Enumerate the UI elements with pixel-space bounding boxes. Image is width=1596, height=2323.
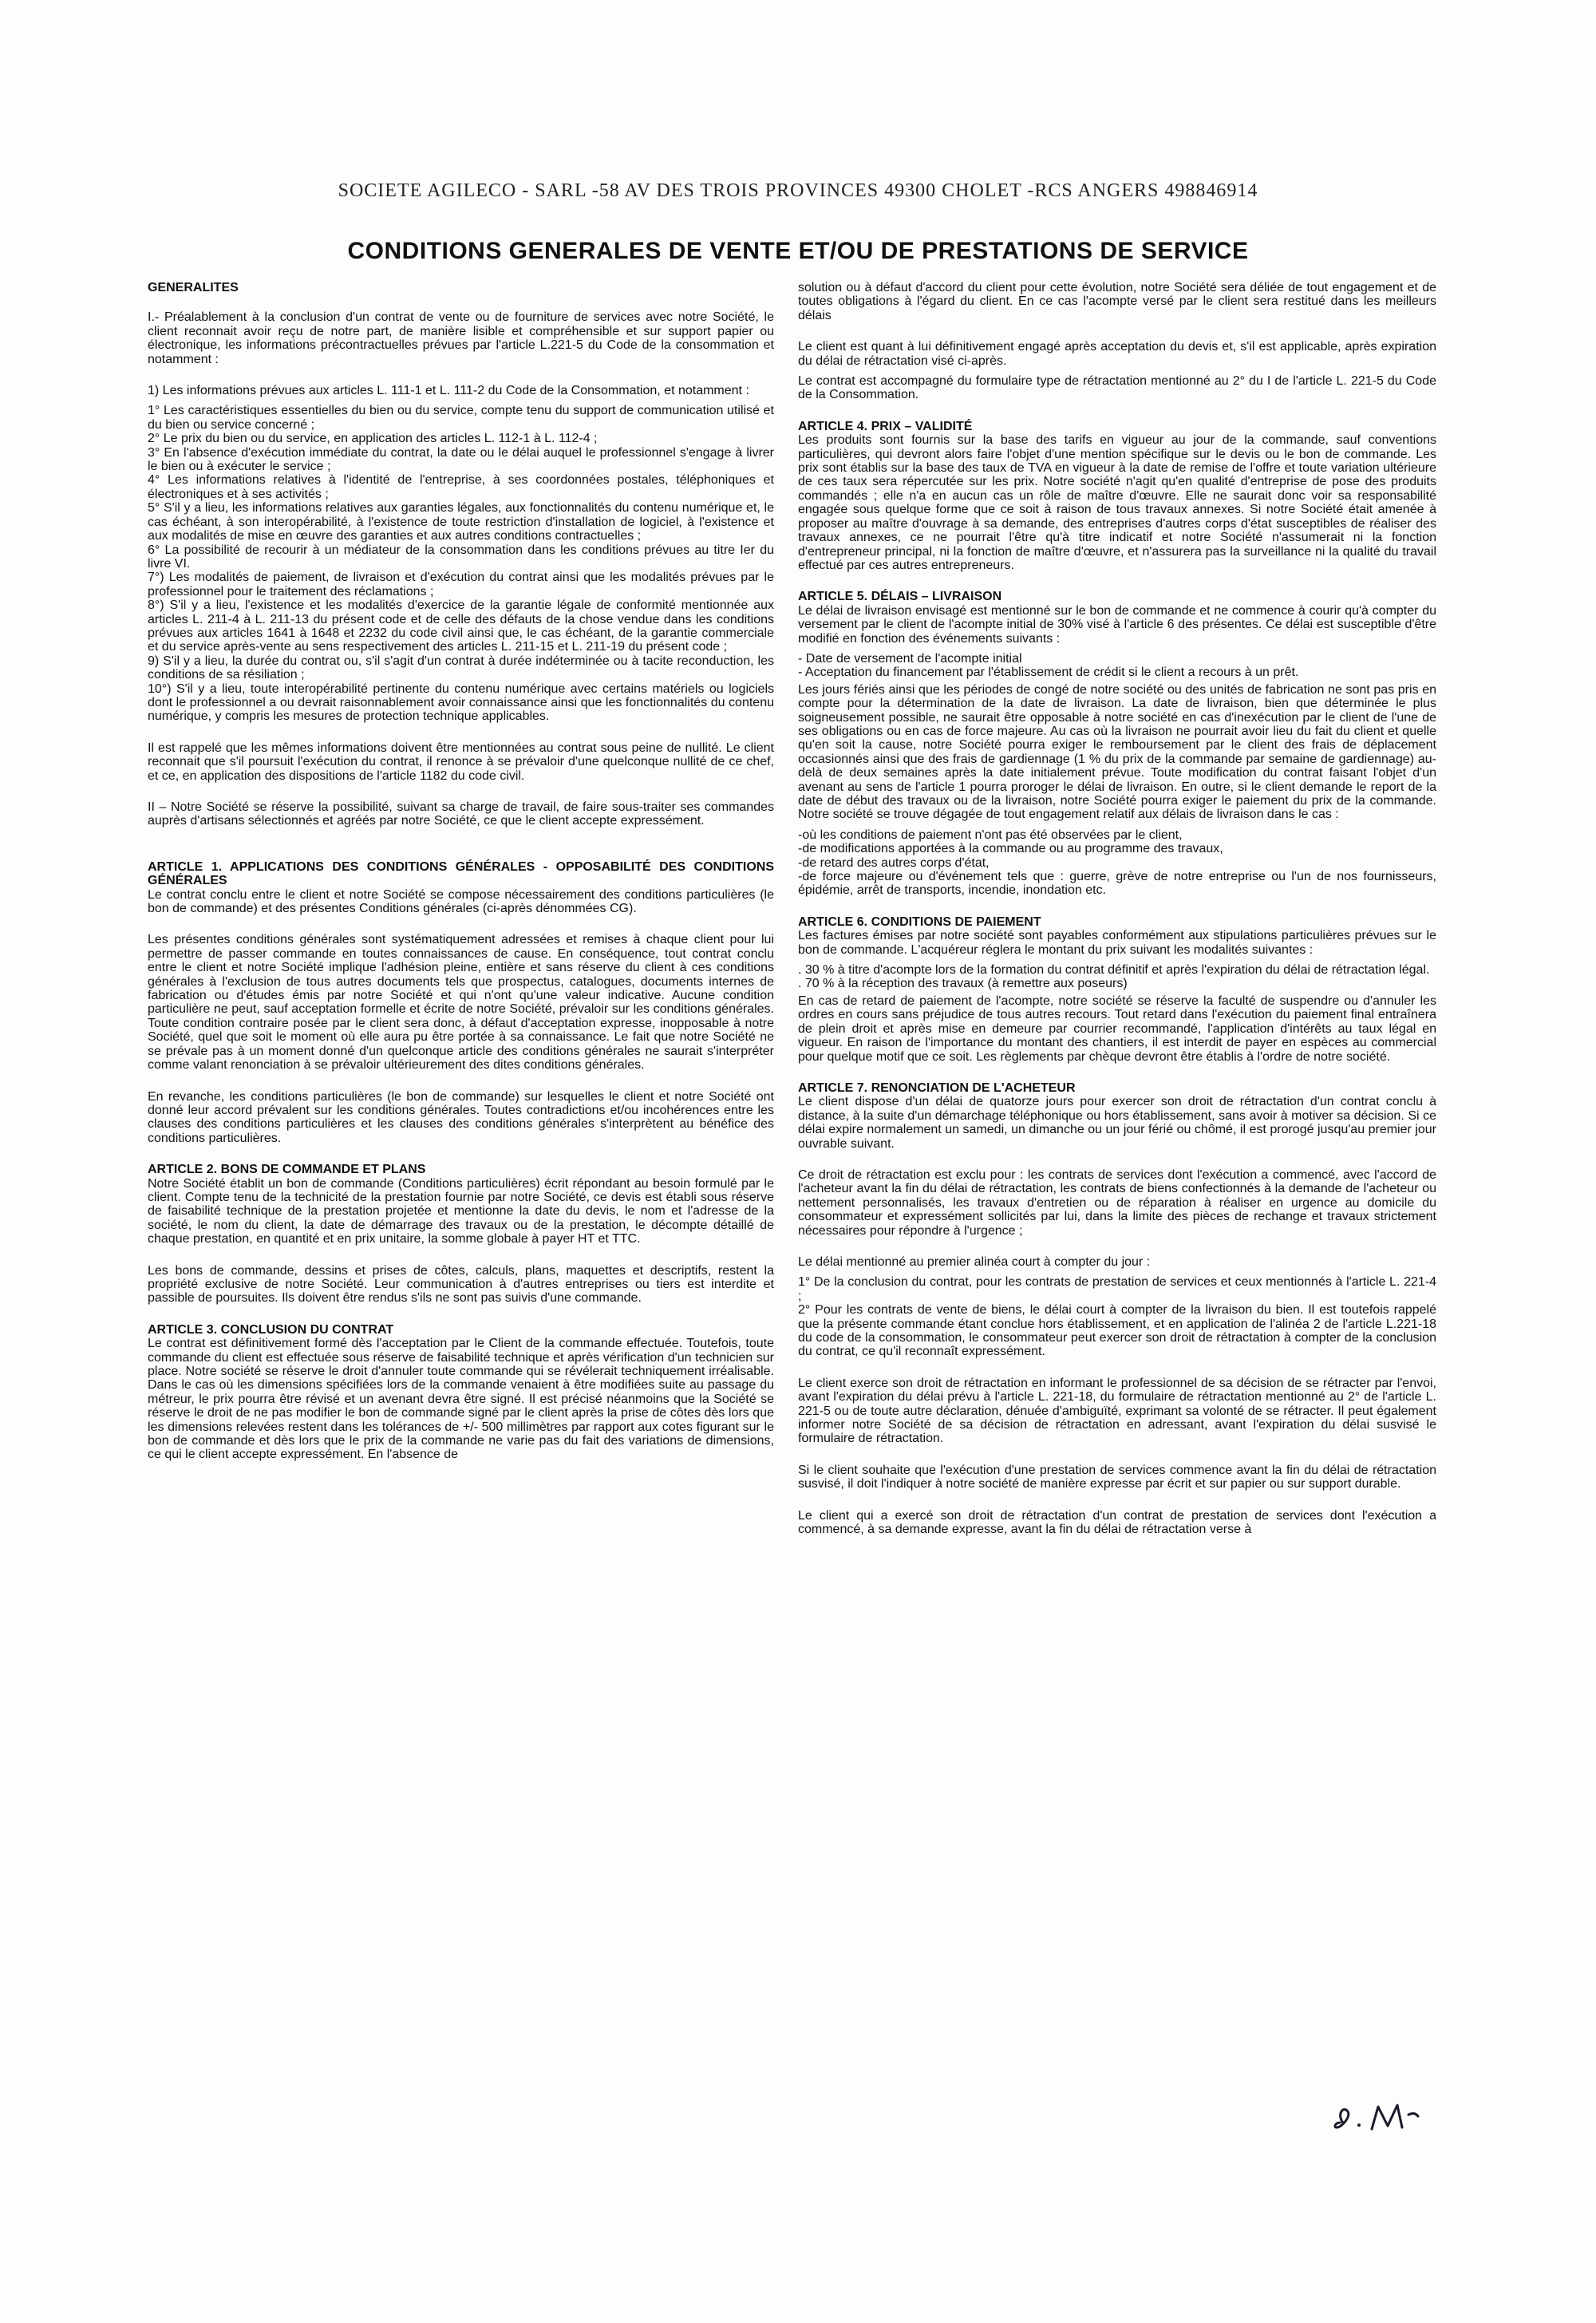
- list-item: . 30 % à titre d'acompte lors de la formation du contrat définitif et après l'expiration du délai de rétractation légal.: [798, 963, 1430, 978]
- document-title: CONDITIONS GENERALES DE VENTE ET/OU DE PRESTATIONS DE SERVICE: [347, 238, 1249, 264]
- list-item: 6° La possibilité de recourir à un médiateur de la consommation dans les conditions prévues au titre Ier du livre VI.: [148, 543, 774, 571]
- paragraph: Si le client souhaite que l'exécution d'une prestation de services commence avant la fin du délai de rétractation susvisé, il doit l'indiquer à notre société de manière expresse par écrit et sur papier ou sur support durable.: [798, 1463, 1436, 1491]
- list-item: 5° S'il y a lieu, les informations relatives aux garanties légales, aux fonctionnalités du contenu numérique et, le cas échéant, à son interopérabilité, à l'existence de toute restriction d'installation de logiciel, à l'existence et aux modalités de mise en œuvre des garanties et aux autres conditions contractuelles ;: [148, 501, 774, 543]
- paragraph: Les bons de commande, dessins et prises de côtes, calculs, plans, maquettes et descriptifs, restent la propriété exclusive de notre Société. Leur communication à d'autres entreprises ou tiers est interdite et passible de poursuites. Ils doivent être rendus s'ils ne sont pas suivis d'une commande.: [148, 1263, 774, 1306]
- list-item: 9) S'il y a lieu, la durée du contrat ou, s'il s'agit d'un contrat à durée indéterminée ou à tacite reconduction, les conditions de sa résiliation ;: [148, 654, 774, 682]
- paragraph: En cas de retard de paiement de l'acompte, notre société se réserve la faculté de suspendre ou d'annuler les ordres en cours sans préjudice de tous autres recours. Tout retard dans l'exécution du paiement final entraînera de plein droit et après mise en demeure par courrier recommandé, l'application d'intérêts au taux légal en vigueur. En raison de l'importance du montant des chantiers, il est interdit de payer en espèces au commercial pour quelque motif que ce soit. Les règlements par chèque devront être établis à l'ordre de notre société.: [798, 994, 1436, 1064]
- article-6-heading: ARTICLE 6. CONDITIONS DE PAIEMENT: [798, 915, 1041, 929]
- paragraph: Le contrat est accompagné du formulaire type de rétractation mentionné au 2° du I de l'article L. 221-5 du Code de la Consommation.: [798, 374, 1436, 402]
- section-heading-generalites: GENERALITES: [148, 281, 239, 294]
- payment-list: [798, 963, 1436, 991]
- paragraph: I.- Préalablement à la conclusion d'un contrat de vente ou de fourniture de services avec notre Société, le client reconnait avoir reçu de notre part, de manière lisible et compréhensible et sur support papier ou électronique, les informations précontractuelles prévues par l'article L.221-5 du Code de la consommation et notamment :: [148, 310, 774, 366]
- paragraph: Le contrat conclu entre le client et notre Société se compose nécessairement des conditions particulières (le bon de commande) et des présentes Conditions générales (ci-après dénommées CG).: [148, 887, 774, 916]
- list-item: 1° Les caractéristiques essentielles du bien ou du service, compte tenu du support de communication utilisé et du bien ou service concerné ;: [148, 404, 774, 432]
- right-column: [798, 281, 1436, 2072]
- list-item: 2° Pour les contrats de vente de biens, le délai court à compter de la livraison du bien. Il est toutefois rappelé que la présente commande étant conclue hors établissement, et en application de l'alinéa 2 de l'article L.221-18 du code de la consommation, le consommateur peut exercer son droit de rétractation à compter de la conclusion du contrat, ce qu'il reconnaît expressément.: [798, 1303, 1436, 1359]
- paragraph: Le client dispose d'un délai de quatorze jours pour exercer son droit de rétractation d'un contrat conclu à distance, à la suite d'un démarchage téléphonique ou hors établissement, sans avoir à motiver sa décision. Si ce délai expire normalement un samedi, un dimanche ou un jour férié ou chômé, il est prorogé jusqu'au premier jour ouvrable suivant.: [798, 1095, 1436, 1151]
- paragraph: Les factures émises par notre société sont payables conformément aux stipulations particulières prévues sur le bon de commande. L'acquéreur réglera le montant du prix suivant les modalités suivantes :: [798, 929, 1436, 957]
- company-header: SOCIETE AGILECO - SARL -58 AV DES TROIS PROVINCES 49300 CHOLET -RCS ANGERS 498846914: [338, 180, 1258, 201]
- paragraph: Il est rappelé que les mêmes informations doivent être mentionnées au contrat sous peine de nullité. Le client reconnait que s'il poursuit l'exécution du contrat, il renonce à se prévaloir d'une quelconque nullité de ce chef, et ce, en application des dispositions de l'article 1182 du code civil.: [148, 741, 774, 783]
- handwritten-initials: [1329, 2091, 1440, 2139]
- case-list: [798, 828, 1436, 898]
- paragraph: Le client est quant à lui définitivement engagé après acceptation du devis et, s'il est applicable, après expiration du délai de rétractation visé ci-après.: [798, 340, 1436, 368]
- list-item: 3° En l'absence d'exécution immédiate du contrat, la date ou le délai auquel le professionnel s'engage à livrer le bien ou à exécuter le service ;: [148, 445, 774, 474]
- list-item: 10°) S'il y a lieu, toute interopérabilité pertinente du contenu numérique avec certains matériels ou logiciels dont le professionnel a ou devrait raisonnablement avoir connaissance ainsi que les fonctionnalités du contenu numérique, y compris les mesures de protection technique applicables.: [148, 681, 774, 724]
- paragraph: Le délai de livraison envisagé est mentionné sur le bon de commande et ne commence à courir qu'à compter du versement par le client de l'acompte initial de 30% visé à l'article 6 des présentes. Ce délai est susceptible d'être modifié en fonction des événements suivants :: [798, 603, 1436, 646]
- list-item: -de force majeure ou d'événement tels que : guerre, grève de notre entreprise ou l'un de nos fournisseurs, épidémie, arrêt de transports, incendie, inondation etc.: [798, 870, 1436, 898]
- list-item: . 70 % à la réception des travaux (à remettre aux poseurs): [798, 977, 1128, 991]
- list-item: -où les conditions de paiement n'ont pas été observées par le client,: [798, 828, 1183, 842]
- paragraph: Les jours fériés ainsi que les périodes de congé de notre société ou des unités de fabrication ne sont pas pris en compte pour la détermination de la date de livraison. La date de livraison, bien que déterminée le plus soigneusement possible, ne saurait être opposable à notre société en cas d'inexécution par le client de l'une de ses obligations ou en cas de force majeure. Au cas où la livraison ne pourrait avoir lieu du fait du client et quelle qu'en soit la cause, notre Société pourra exiger le remboursement par le client des frais de déplacement occasionnés ainsi que des frais de gardiennage (1 % du prix de la commande par semaine de gardiennage) au-delà de deux semaines après la date initialement prévue. Toute modification du contrat faisant l'objet d'un avenant au sens de l'article 1 pourra proroger le délai de livraison. En outre, si le client demande le report de la date de début des travaux ou de la livraison, notre Société pourra exiger le paiement du prix de la commande. Notre société se trouve dégagée de tout engagement relatif aux délais de livraison dans le cas :: [798, 682, 1436, 822]
- paragraph: Notre Société établit un bon de commande (Conditions particulières) écrit répondant au besoin formulé par le client. Compte tenu de la technicité de la prestation fournie par notre Société, ce devis est établi sous réserve de faisabilité technique de la prestation projetée et mentionne la date du devis, le nom et l'adresse de la société, le nom du client, la date de démarrage des travaux ou de la prestation, le décompte détaillé de chaque prestation, en quantité et en prix unitaire, la somme globale à payer HT et TTC.: [148, 1176, 774, 1246]
- article-1-heading: ARTICLE 1. APPLICATIONS DES CONDITIONS GÉNÉRALES - OPPOSABILITÉ DES CONDITIONS GÉNÉRALES: [148, 859, 774, 888]
- paragraph: Les produits sont fournis sur la base des tarifs en vigueur au jour de la commande, sauf conventions particulières, qui devront alors faire l'objet d'une mention spécifique sur le devis ou le bon de commande. Les prix sont établis sur la base des taux de TVA en vigueur à la date de remise de l'offre et toute variation ultérieure de ces taux sera répercutée sur les prix. Notre société n'agit qu'en qualité d'entreprise de pose des produits commandés ; elle n'a en aucun cas un rôle de maître d'œuvre. Elle ne saurait donc voir sa responsabilité engagée sous quelque forme que ce soit à raison de tous travaux annexes. Si notre Société était amenée à proposer au maître d'ouvrage à sa demande, des entreprises d'autres corps d'état susceptibles de réaliser des travaux annexes, ce ne pourrait l'être qu'à titre indicatif et notre Société n'assumerait ni la fonction d'entrepreneur principal, ni la fonction de maître d'œuvre, et n'assurera pas la surveillance ni la qualité du travail effectué par ces autres entrepreneurs.: [798, 433, 1436, 572]
- paragraph: II – Notre Société se réserve la possibilité, suivant sa charge de travail, de faire sous-traiter ses commandes auprès d'artisans sélectionnés et agréés par notre Société, ce que le client accepte expressément.: [148, 800, 774, 828]
- paragraph: 1) Les informations prévues aux articles L. 111-1 et L. 111-2 du Code de la Consommation, et notamment :: [148, 384, 749, 398]
- article-5-heading: ARTICLE 5. DÉLAIS – LIVRAISON: [798, 590, 1002, 604]
- article-7-heading: ARTICLE 7. RENONCIATION DE L'ACHETEUR: [798, 1081, 1076, 1095]
- list-item: 4° Les informations relatives à l'identité de l'entreprise, à ses coordonnées postales, téléphoniques et électroniques et à ses activités ;: [148, 473, 774, 501]
- list-item: 2° Le prix du bien ou du service, en application des articles L. 112-1 à L. 112-4 ;: [148, 432, 598, 446]
- list-item: -de retard des autres corps d'état,: [798, 855, 990, 870]
- article-2-heading: ARTICLE 2. BONS DE COMMANDE ET PLANS: [148, 1163, 426, 1177]
- info-list: [148, 404, 774, 723]
- list-item: -de modifications apportées à la commande ou au programme des travaux,: [798, 842, 1223, 856]
- paragraph: solution ou à défaut d'accord du client pour cette évolution, notre Société sera déliée de tout engagement et de toutes obligations à l'égard du client. En ce cas l'acompte versé par le client sera restitué dans les meilleurs délais: [798, 281, 1436, 322]
- paragraph: Le client qui a exercé son droit de rétractation d'un contrat de prestation de services dont l'exécution a commencé, à sa demande expresse, avant la fin du délai de rétractation verse à: [798, 1508, 1436, 1537]
- list-item: - Acceptation du financement par l'établissement de crédit si le client a recours à un prêt.: [798, 666, 1299, 680]
- article-3-heading: ARTICLE 3. CONCLUSION DU CONTRAT: [148, 1322, 394, 1337]
- event-list: [798, 652, 1436, 680]
- list-item: 7°) Les modalités de paiement, de livraison et d'exécution du contrat ainsi que les modalités prévues par le professionnel pour le traitement des réclamations ;: [148, 571, 774, 599]
- list-item: - Date de versement de l'acompte initial: [798, 651, 1022, 666]
- list-item: 1° De la conclusion du contrat, pour les contrats de prestation de services et ceux mentionnés à l'article L. 221-4 ;: [798, 1275, 1436, 1303]
- paragraph: Les présentes conditions générales sont systématiquement adressées et remises à chaque client pour lui permettre de passer commande en toutes connaissances de cause. En conséquence, tout contrat conclu entre le client et notre Société implique l'adhésion pleine, entière et sans réserve du client à ces conditions générales à l'exclusion de tous autres documents tels que prospectus, catalogues, documents internes de fabrication ou d'études émis par notre Société et qui n'ont qu'une valeur indicative. Aucune condition particulière ne peut, sauf acceptation formelle et écrite de notre Société, prévaloir sur les conditions générales. Toute condition contraire posée par le client sera donc, à défaut d'acceptation expresse, inopposable à notre Société, quel que soit le moment où elle aura pu être portée à sa connaissance. Le fait que notre Société ne se prévale pas à un moment donné d'un quelconque article des conditions générales ne saurait s'interpréter comme valant renonciation à se prévaloir ultérieurement des dites conditions générales.: [148, 933, 774, 1073]
- paragraph: Le client exerce son droit de rétractation en informant le professionnel de sa décision de se rétracter par l'envoi, avant l'expiration du délai prévu à l'article L. 221-18, du formulaire de rétractation mentionné au 2° de l'article L. 221-5 ou de toute autre déclaration, dénuée d'ambiguïté, exprimant sa volonté de se rétracter. Il peut également informer notre Société de sa décision de rétractation en adressant, avant l'expiration du délai susvisé le formulaire de rétractation.: [798, 1376, 1436, 1446]
- article-4-heading: ARTICLE 4. PRIX – VALIDITÉ: [798, 419, 973, 433]
- paragraph: Ce droit de rétractation est exclu pour : les contrats de services dont l'exécution a commencé, avec l'accord de l'acheteur avant la fin du délai de rétractation, les contrats de biens confectionnés à la demande de l'acheteur ou nettement personnalisés, les travaux d'entretien ou de réparation à réaliser en urgence au domicile du consommateur et expressément sollicités par lui, dans la limite des pièces de rechange et travaux strictement nécessaires pour répondre à l'urgence ;: [798, 1167, 1436, 1238]
- left-column: [148, 281, 774, 2072]
- delay-list: [798, 1275, 1436, 1358]
- paragraph: En revanche, les conditions particulières (le bon de commande) sur lesquelles le client et notre Société ont donné leur accord prévalent sur les conditions générales. Toutes contradictions et/ou incohérences entre les clauses des conditions particulières et les clauses des conditions générales s'interprètent au bénéfice des conditions particulières.: [148, 1089, 774, 1145]
- paragraph: Le contrat est définitivement formé dès l'acceptation par le Client de la commande effectuée. Toutefois, toute commande du client est effectuée sous réserve de faisabilité technique et après vérification d'un technicien sur place. Notre société se réserve le droit d'annuler toute commande qui se révélerait techniquement irréalisable. Dans le cas où les dimensions spécifiées lors de la commande venaient à être modifiées suite au passage du métreur, le prix pourra être révisé et un avenant devra être signé. Il est précisé néanmoins que la Société se réserve le droit de ne pas modifier le bon de commande signé par le client après la prise de côtes dès lors que les dimensions relevées restent dans les tolérances de +/- 500 millimètres par rapport aux cotes figurant sur le bon de commande et dès lors que le prix de la commande ne varie pas du fait des variations de dimensions, ce qui le client accepte expressément. En l'absence de: [148, 1337, 774, 1462]
- list-item: 8°) S'il y a lieu, l'existence et les modalités d'exercice de la garantie légale de conformité mentionnée aux articles L. 211-4 à L. 211-13 du présent code et de celle des défauts de la chose vendue dans les conditions prévues aux articles 1641 à 1648 et 2232 du code civil ainsi que, le cas échéant, de la garantie commerciale et du service après-vente au sens respectivement des articles L. 211-15 et L. 211-19 du présent code ;: [148, 599, 774, 654]
- paragraph: Le délai mentionné au premier alinéa court à compter du jour :: [798, 1254, 1151, 1269]
